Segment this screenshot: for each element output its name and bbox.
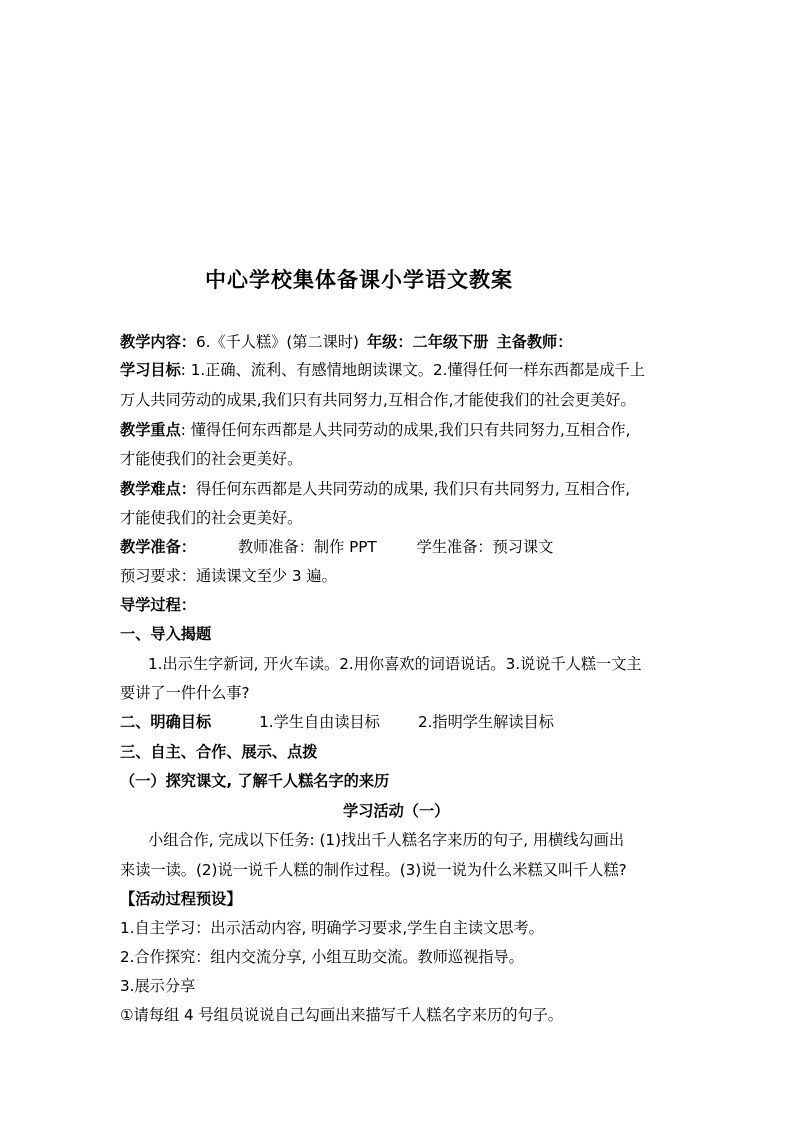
key-point-line-2: 才能使我们的社会更美好。 — [120, 450, 303, 468]
section3-title: 三、自主、合作、展示、点拨 — [120, 743, 318, 761]
preset-step-3: 3.展示分享 — [120, 977, 196, 995]
key-point-text-1: : 懂得任何东西都是人共同劳动的成果,我们只有共同努力,互相合作, — [180, 421, 631, 439]
grade-value: 二年级下册 — [412, 333, 489, 351]
key-point-label: 教学重点 — [120, 421, 181, 439]
goals-line-1 — [120, 359, 645, 381]
difficulty-label: 教学难点： — [120, 480, 196, 498]
section3-subtitle: （一）探究课文, 了解千人糕名字的来历 — [120, 772, 390, 790]
goals-text-1: : 1.正确、流利、有感情地朗读课文。2.懂得任何一样东西都是成千上 — [180, 361, 645, 379]
prep-student: 学生准备：预习课文 — [416, 538, 554, 556]
preview-line: 预习要求：通读课文至少 3 遍。 — [120, 567, 337, 585]
difficulty-text-1: 得任何东西都是人共同劳动的成果, 我们只有共同努力, 互相合作, — [195, 480, 631, 498]
prep-label: 教学准备： — [120, 538, 196, 556]
prep-line — [120, 536, 553, 558]
info-line — [120, 331, 572, 353]
section1-title: 一、导入揭题 — [120, 625, 212, 643]
section2-title: 二、明确目标 — [120, 713, 212, 731]
activity-title: 学习活动（一） — [343, 802, 450, 820]
content-label: 教学内容： — [120, 333, 196, 351]
page-title: 中心学校集体备课小学语文教案 — [205, 268, 513, 292]
goals-line-2: 万人共同劳动的成果,我们只有共同努力,互相合作,才能使我们的社会更美好。 — [120, 391, 636, 409]
process-title: 导学过程： — [120, 596, 196, 614]
section2-line — [120, 711, 554, 733]
preset-step-2: 2.合作探究：组内交流分享, 小组互助交流。教师巡视指导。 — [120, 948, 524, 966]
section1-line-1: 1.出示生字新词, 开火车读。2.用你喜欢的词语说话。3.说说千人糕一文主 — [148, 655, 642, 673]
grade-label: 年级： — [366, 333, 413, 351]
teacher-label: 主备教师： — [496, 333, 573, 351]
prep-teacher: 教师准备：制作 PPT — [237, 538, 377, 556]
key-point-line-1 — [120, 419, 630, 441]
difficulty-line-1 — [120, 478, 630, 500]
section1-line-2: 要讲了一件什么事? — [120, 684, 250, 702]
goals-label: 学习目标 — [120, 361, 181, 379]
activity-line-1: 小组合作, 完成以下任务: (1)找出千人糕名字来历的句子, 用横线勾画出 — [148, 831, 625, 849]
difficulty-line-2: 才能使我们的社会更美好。 — [120, 509, 303, 527]
content-value: 6.《千人糕》(第二课时) — [195, 333, 359, 351]
activity-line-2: 来读一读。(2)说一说千人糕的制作过程。(3)说一说为什么米糕又叫千人糕? — [120, 861, 627, 879]
preset-step-4: ①请每组 4 号组员说说自己勾画出来描写千人糕名字来历的句子。 — [120, 1006, 563, 1024]
section2-item-2: 2.指明学生解读目标 — [417, 713, 554, 731]
preset-step-1: 1.自主学习：出示活动内容, 明确学习要求,学生自主读文思考。 — [120, 919, 544, 937]
section2-item-1: 1.学生自由读目标 — [259, 713, 380, 731]
preset-title: 【活动过程预设】 — [120, 890, 242, 908]
